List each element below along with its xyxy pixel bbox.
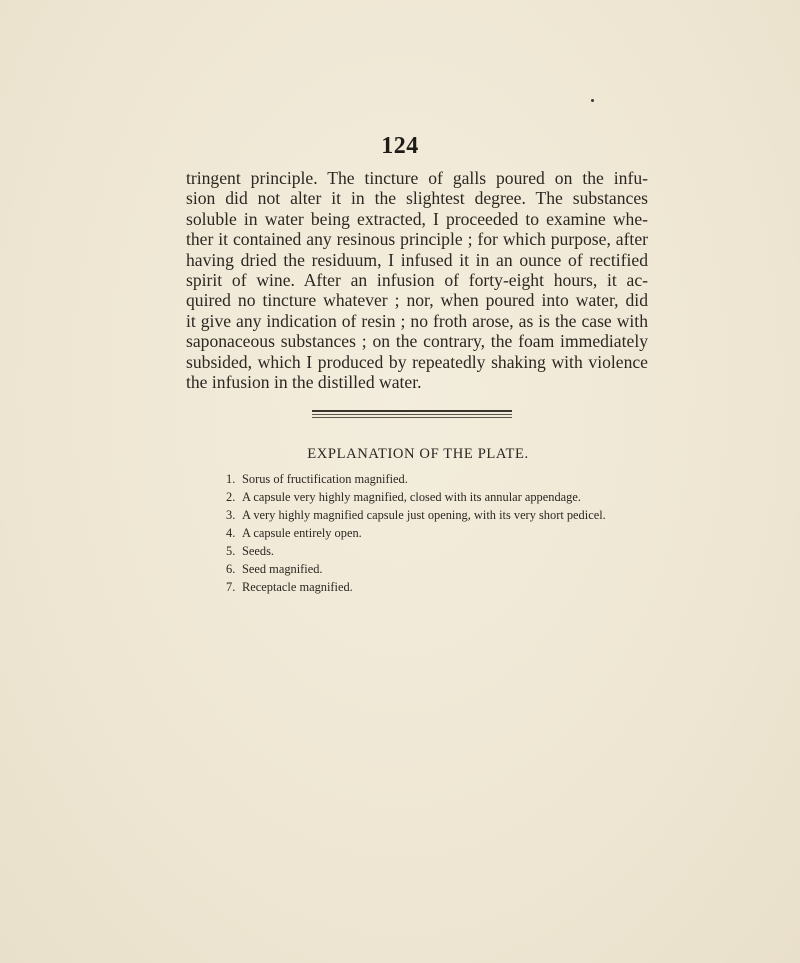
explanation-item [226, 542, 606, 560]
item-text: Seeds. [242, 544, 275, 558]
section-divider-thin [312, 417, 512, 418]
item-text: Seed magnified. [242, 562, 323, 576]
item-text: A capsule very highly magnified, closed with its annular appendage. [242, 490, 581, 504]
body-line: spirit of wine. After an infusion of forty-eight hours, it ac- [186, 270, 648, 291]
explanation-item [226, 488, 606, 506]
body-line: saponaceous substances ; on the contrary, the foam immediately [186, 331, 648, 352]
explanation-list [226, 470, 606, 596]
explanation-item [226, 578, 606, 596]
body-line: the infusion in the distilled water. [186, 372, 422, 393]
item-text: A capsule entirely open. [242, 526, 362, 540]
paper-speck [591, 99, 594, 102]
explanation-item [226, 506, 606, 524]
explanation-item [226, 470, 606, 488]
body-line: tringent principle. The tincture of galls poured on the infu- [186, 168, 648, 188]
explanation-item [226, 560, 606, 578]
section-divider-thin [312, 414, 512, 415]
item-number: 3. [226, 508, 236, 522]
item-number: 7. [226, 580, 236, 594]
item-number: 4. [226, 526, 236, 540]
item-number: 2. [226, 490, 236, 504]
item-number: 1. [226, 472, 236, 486]
body-line: ther it contained any resinous principle ; for which purpose, after [186, 229, 648, 250]
page-number: 124 [381, 133, 419, 159]
item-text: Receptacle magnified. [242, 580, 353, 594]
explanation-heading: EXPLANATION OF THE PLATE. [307, 446, 529, 462]
section-divider-thick [312, 410, 512, 412]
body-line: it give any indication of resin ; no froth arose, as is the case with [186, 310, 648, 331]
body-line: soluble in water being extracted, I proceeded to examine whe- [186, 208, 648, 229]
explanation-item [226, 524, 606, 542]
item-number: 6. [226, 562, 236, 576]
body-line: subsided, which I produced by repeatedly shaking with violence [186, 351, 648, 372]
body-paragraph [186, 168, 648, 392]
item-text: A very highly magnified capsule just opening, with its very short pedicel. [242, 508, 606, 522]
body-line: having dried the residuum, I infused it in an ounce of rectified [186, 249, 648, 270]
body-line: sion did not alter it in the slightest degree. The substances [186, 188, 648, 209]
body-line: quired no tincture whatever ; nor, when poured into water, did [186, 290, 648, 311]
item-text: Sorus of fructification magnified. [242, 472, 408, 486]
item-number: 5. [226, 544, 236, 558]
